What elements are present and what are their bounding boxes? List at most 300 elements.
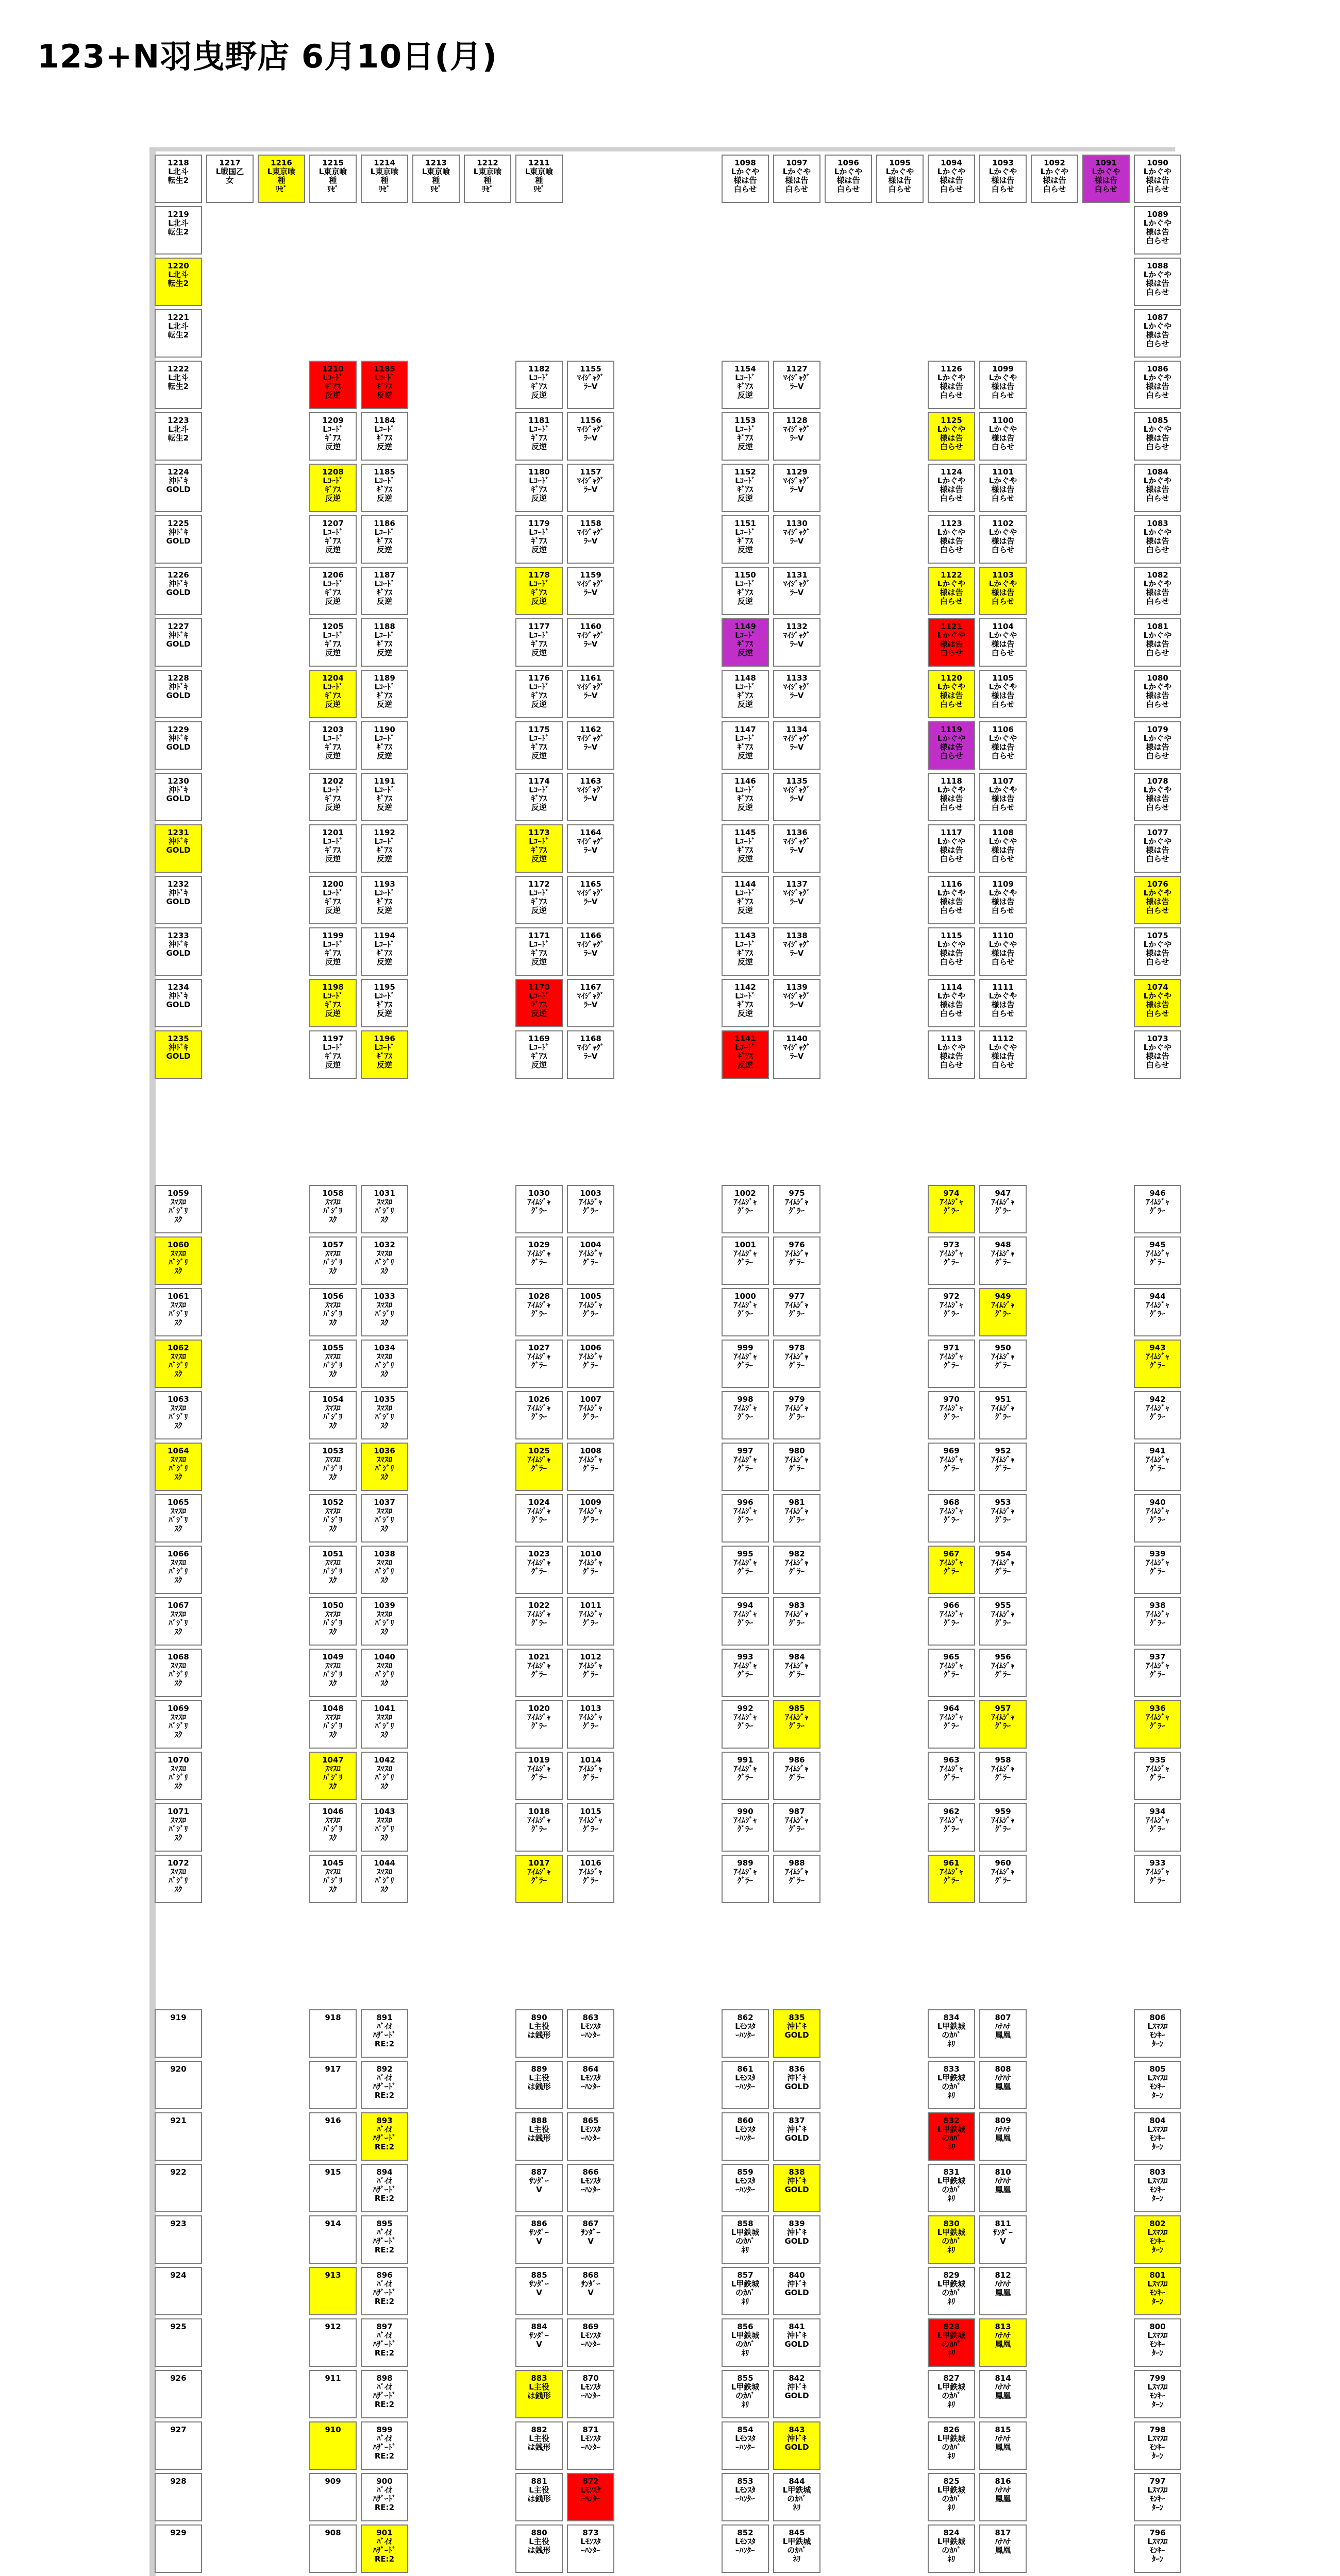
machine-name-line: Lｺｰﾄﾞ — [735, 991, 756, 1001]
machine-name-line: ｱｲﾑｼﾞｬ — [733, 1197, 757, 1207]
machine-name-line: ﾊﾞｼﾞﾘ — [169, 1618, 188, 1628]
machine-name-line: 様は告 — [1094, 176, 1118, 185]
machine-name-line: ｱｲﾑｼﾞｬ — [940, 1300, 963, 1310]
machine-number: 1065 — [167, 1498, 189, 1507]
machine-cell-859 — [722, 2164, 769, 2212]
machine-name-line: 様は告 — [1146, 176, 1169, 185]
machine-name-line: ｱｲﾑｼﾞｬ — [1146, 1300, 1169, 1310]
machine-name-line: ｸﾞﾗｰ — [1149, 1824, 1165, 1834]
machine-name-line: ｸﾞﾗｰ — [1149, 1258, 1165, 1267]
machine-cell-989 — [722, 1855, 769, 1903]
machine-name-line: 白らせ — [1146, 391, 1169, 400]
machine-name-line: Lｺｰﾄﾞ — [529, 734, 549, 743]
machine-number: 1151 — [734, 519, 756, 528]
machine-cell-1101 — [979, 464, 1027, 512]
machine-name-line: は銭形 — [527, 2494, 551, 2503]
machine-cell-1173 — [515, 824, 563, 873]
machine-name-line: Lかぐや — [989, 579, 1017, 588]
machine-name-line: のｶﾊﾞ — [787, 2494, 807, 2503]
machine-cell-929 — [155, 2524, 202, 2573]
machine-cell-970 — [928, 1391, 975, 1439]
machine-name-line: ｽﾏｽﾛ — [325, 1506, 341, 1516]
machine-cell-856 — [722, 2318, 769, 2367]
machine-cell-1214 — [361, 155, 408, 203]
machine-name-line: 様は告 — [1043, 176, 1066, 185]
machine-name-line: ｱｲﾑｼﾞｬ — [527, 1352, 551, 1361]
machine-name-line: 白らせ — [888, 184, 912, 194]
machine-cell-1172 — [515, 876, 563, 924]
machine-number: 1166 — [580, 931, 601, 940]
machine-number: 948 — [995, 1240, 1011, 1249]
machine-number: 1017 — [528, 1858, 550, 1868]
machine-name-line: ﾀｰﾝ — [1151, 2348, 1164, 2358]
machine-name-line: ｽﾏｽﾛ — [170, 1300, 186, 1310]
machine-number: 1222 — [167, 364, 189, 374]
machine-number: 922 — [170, 2167, 187, 2177]
machine-name-line: V — [536, 2288, 542, 2297]
machine-name-line: ﾓﾝｷｰ — [1149, 2443, 1165, 2452]
machine-cell-1092 — [1031, 155, 1078, 203]
machine-cell-1137 — [773, 876, 820, 924]
machine-number: 1076 — [1147, 879, 1168, 889]
machine-number: 869 — [582, 2322, 599, 2331]
machine-cell-1025 — [515, 1443, 563, 1491]
machine-cell-1011 — [567, 1597, 614, 1646]
machine-cell-814 — [979, 2370, 1027, 2418]
machine-name-line: ｷﾞｱｽ — [531, 1052, 547, 1061]
machine-cell-1123 — [928, 515, 975, 564]
machine-cell-1096 — [825, 155, 872, 203]
machine-number: 955 — [995, 1601, 1011, 1610]
machine-name-line: ｽｸ — [174, 1730, 182, 1739]
machine-name-line: ｽﾏｽﾛ — [170, 1403, 186, 1413]
machine-number: 865 — [582, 2116, 599, 2125]
machine-number: 863 — [582, 2013, 599, 2022]
machine-cell-1198 — [309, 979, 357, 1027]
machine-name-line: ｽｸ — [329, 1215, 337, 1224]
machine-number: 908 — [325, 2528, 341, 2537]
machine-name-line: ﾏｲｼﾞｬｸﾞ — [783, 579, 811, 588]
machine-number: 1225 — [167, 519, 189, 528]
machine-name-line: ﾗｰV — [583, 742, 598, 752]
machine-number: 1128 — [786, 416, 808, 425]
machine-name-line: ｸﾞﾗｰ — [943, 1618, 959, 1628]
machine-name-line: Lかぐや — [937, 785, 966, 794]
machine-name-line: ｻﾝﾀﾞｰ — [529, 2331, 549, 2340]
machine-name-line: ｽｸ — [380, 1833, 389, 1842]
machine-name-line: ｷﾞｱｽ — [531, 433, 547, 443]
machine-cell-1167 — [567, 979, 614, 1027]
machine-name-line: L主役 — [529, 2382, 549, 2392]
machine-number: 871 — [582, 2425, 599, 2434]
machine-number: 1140 — [786, 1034, 808, 1043]
machine-number: 1161 — [580, 673, 601, 683]
machine-number: 1077 — [1147, 828, 1168, 837]
machine-cell-1097 — [773, 155, 820, 203]
machine-name-line: ｸﾞﾗｰ — [943, 1258, 959, 1267]
machine-cell-1012 — [567, 1649, 614, 1697]
machine-cell-1234 — [155, 979, 202, 1027]
machine-name-line: GOLD — [784, 2288, 809, 2297]
machine-name-line: 白らせ — [991, 442, 1015, 451]
machine-name-line: ｽｸ — [329, 1730, 337, 1739]
machine-name-line: Lかぐや — [1143, 321, 1172, 331]
machine-name-line: Lかぐや — [937, 991, 966, 1001]
machine-number: 1119 — [941, 725, 962, 734]
machine-name-line: ﾊﾞｼﾞﾘ — [169, 1309, 188, 1318]
machine-cell-948 — [979, 1236, 1027, 1285]
machine-number: 1234 — [167, 982, 189, 992]
machine-name-line: 様は告 — [1146, 845, 1169, 855]
machine-name-line: ｸﾞﾗｰ — [995, 1412, 1011, 1421]
machine-name-line: ﾊｻﾞｰﾄﾞ — [373, 2030, 396, 2040]
machine-cell-1109 — [979, 876, 1027, 924]
machine-name-line: ｸﾞﾗｰ — [995, 1618, 1011, 1628]
machine-cell-881 — [515, 2473, 563, 2521]
machine-cell-1151 — [722, 515, 769, 564]
machine-cell-1035 — [361, 1391, 408, 1439]
machine-name-line: Lかぐや — [1143, 734, 1172, 743]
machine-name-line: ﾀｰﾝ — [1151, 2400, 1164, 2409]
machine-number: 1011 — [580, 1601, 601, 1610]
machine-name-line: 鳳凰 — [995, 2133, 1011, 2143]
machine-name-line: 白らせ — [940, 700, 963, 709]
machine-cell-842 — [773, 2370, 820, 2418]
machine-cell-949 — [979, 1288, 1027, 1336]
machine-cell-894 — [361, 2164, 408, 2212]
machine-cell-899 — [361, 2421, 408, 2470]
machine-name-line: 様は告 — [940, 588, 963, 597]
machine-cell-1127 — [773, 361, 820, 409]
machine-number: 857 — [737, 2270, 753, 2280]
machine-cell-926 — [155, 2370, 202, 2418]
machine-cell-1028 — [515, 1288, 563, 1336]
machine-number: 1191 — [374, 776, 395, 786]
machine-name-line: ｸﾞﾗｰ — [531, 1515, 547, 1524]
machine-number: 984 — [789, 1652, 805, 1662]
machine-name-line: ｱｲﾑｼﾞｬ — [1146, 1867, 1169, 1876]
machine-cell-991 — [722, 1752, 769, 1800]
machine-number: 889 — [531, 2064, 547, 2074]
machine-cell-825 — [928, 2473, 975, 2521]
machine-name-line: Lﾓﾝｽﾀ — [735, 2022, 756, 2031]
machine-cell-909 — [309, 2473, 357, 2521]
machine-name-line: 沖ﾄﾞｷ — [787, 2331, 807, 2340]
machine-name-line: ｱｲﾑｼﾞｬ — [1146, 1713, 1169, 1722]
machine-name-line: ｱｲﾑｼﾞｬ — [527, 1197, 551, 1207]
machine-name-line: 白らせ — [991, 184, 1015, 194]
machine-name-line: Lｽﾏｽﾛ — [1147, 2073, 1168, 2082]
machine-name-line: Lｽﾏｽﾛ — [1147, 2279, 1168, 2289]
machine-name-line: ﾓﾝｷｰ — [1149, 2236, 1165, 2246]
machine-cell-862 — [722, 2009, 769, 2058]
machine-cell-1159 — [567, 567, 614, 615]
machine-name-line: ﾊﾞｼﾞﾘ — [323, 1773, 343, 1782]
machine-cell-880 — [515, 2524, 563, 2573]
machine-name-line: ｷﾞｱｽ — [325, 433, 341, 443]
machine-name-line: 白らせ — [836, 184, 860, 194]
machine-number: 1088 — [1147, 261, 1168, 270]
machine-cell-807 — [979, 2009, 1027, 2058]
machine-name-line: ｱｲﾑｼﾞｬ — [940, 1249, 963, 1258]
machine-name-line: 白らせ — [940, 391, 963, 400]
machine-name-line: L北斗 — [168, 425, 189, 434]
machine-name-line: ｽｸ — [174, 1215, 182, 1224]
machine-name-line: ﾊﾞｼﾞﾘ — [375, 1412, 394, 1421]
machine-name-line: 反逆 — [325, 1009, 341, 1018]
machine-name-line: ｽﾏｽﾛ — [170, 1506, 186, 1516]
machine-name-line: 沖ﾄﾞｷ — [169, 631, 188, 640]
machine-number: 1178 — [528, 570, 550, 580]
machine-cell-1224 — [155, 464, 202, 512]
machine-name-line: ｱｲﾑｼﾞｬ — [733, 1249, 757, 1258]
machine-number: 1079 — [1147, 725, 1168, 734]
machine-cell-1063 — [155, 1391, 202, 1439]
machine-name-line: 反逆 — [737, 391, 753, 400]
machine-name-line: ﾈﾘ — [793, 2554, 801, 2564]
machine-cell-1128 — [773, 412, 820, 461]
machine-name-line: V — [536, 2340, 542, 2349]
machine-name-line: 白らせ — [940, 494, 963, 503]
machine-number: 1157 — [580, 467, 601, 477]
machine-cell-1222 — [155, 361, 202, 409]
machine-number: 1220 — [167, 261, 189, 270]
machine-name-line: L東京喰 — [422, 167, 450, 176]
machine-number: 945 — [1149, 1240, 1166, 1249]
machine-name-line: ﾗｰV — [790, 897, 804, 906]
machine-name-line: ﾊﾞｼﾞﾘ — [169, 1515, 188, 1524]
machine-number: 1186 — [374, 519, 395, 528]
machine-cell-916 — [309, 2112, 357, 2161]
machine-name-line: ｽｸ — [380, 1369, 389, 1379]
machine-name-line: ﾊﾅﾊﾅ — [995, 2485, 1011, 2495]
machine-name-line: 様は告 — [991, 1000, 1015, 1009]
machine-number: 990 — [737, 1807, 753, 1816]
machine-cell-1156 — [567, 412, 614, 461]
machine-name-line: ｸﾞﾗｰ — [531, 1412, 547, 1421]
machine-name-line: ﾓﾝｷｰ — [1149, 2133, 1165, 2143]
machine-number: 1026 — [528, 1395, 550, 1404]
machine-name-line: ｽｸ — [174, 1421, 182, 1430]
machine-number: 939 — [1149, 1549, 1166, 1558]
machine-number: 838 — [789, 2167, 805, 2177]
machine-name-line: 反逆 — [376, 1060, 392, 1070]
machine-number: 956 — [995, 1652, 1011, 1662]
machine-cell-1047 — [309, 1752, 357, 1800]
machine-name-line: 白らせ — [991, 494, 1015, 503]
machine-number: 1224 — [167, 467, 189, 477]
machine-name-line: GOLD — [784, 2082, 809, 2091]
machine-name-line: ｸﾞﾗｰ — [995, 1258, 1011, 1267]
machine-number: 1085 — [1147, 416, 1168, 425]
machine-name-line: ｸﾞﾗｰ — [1149, 1361, 1165, 1370]
machine-cell-1203 — [309, 721, 357, 770]
machine-number: 1121 — [941, 622, 962, 631]
machine-number: 1155 — [580, 364, 601, 374]
machine-number: 1006 — [580, 1343, 601, 1352]
machine-name-line: ｸﾞﾗｰ — [737, 1567, 753, 1576]
machine-name-line: ﾈﾘ — [947, 2142, 956, 2151]
machine-name-line: 反逆 — [325, 751, 341, 760]
machine-name-line: ｽｸ — [380, 1215, 389, 1224]
machine-cell-834 — [928, 2009, 975, 2058]
machine-name-line: ｸﾞﾗｰ — [789, 1824, 805, 1834]
machine-cell-1002 — [722, 1185, 769, 1233]
machine-name-line: 反逆 — [737, 597, 753, 606]
machine-name-line: ﾗｰV — [583, 588, 598, 597]
machine-name-line: 転生2 — [167, 433, 189, 443]
machine-name-line: ｸﾞﾗｰ — [531, 1567, 547, 1576]
machine-cell-985 — [773, 1700, 820, 1749]
machine-name-line: 白らせ — [991, 545, 1015, 554]
machine-name-line: ｱｲﾑｼﾞｬ — [940, 1558, 963, 1567]
machine-cell-1205 — [309, 618, 357, 667]
machine-cell-1003 — [567, 1185, 614, 1233]
machine-name-line: ﾗｰV — [790, 536, 804, 546]
machine-name-line: ｸﾞﾗｰ — [582, 1773, 598, 1782]
machine-number: 811 — [995, 2219, 1011, 2228]
machine-name-line: ｸﾞﾗｰ — [582, 1567, 598, 1576]
machine-cell-845 — [773, 2524, 820, 2573]
machine-number: 1049 — [322, 1652, 344, 1662]
machine-name-line: 反逆 — [737, 906, 753, 915]
machine-cell-992 — [722, 1700, 769, 1749]
machine-name-line: ｽﾏｽﾛ — [325, 1661, 341, 1670]
machine-name-line: ﾊﾞｼﾞﾘ — [323, 1721, 343, 1731]
machine-cell-937 — [1134, 1649, 1181, 1697]
machine-number: 1112 — [992, 1034, 1014, 1043]
machine-name-line: ｽｸ — [329, 1472, 337, 1482]
machine-name-line: ｸﾞﾗｰ — [1149, 1206, 1165, 1215]
machine-name-line: L甲鉄城 — [937, 2537, 966, 2546]
machine-name-line: ﾊｻﾞｰﾄﾞ — [373, 2546, 396, 2555]
machine-number: 1114 — [941, 982, 962, 992]
machine-cell-1212 — [464, 155, 511, 203]
machine-name-line: ｱｲﾑｼﾞｬ — [991, 1352, 1015, 1361]
machine-name-line: ﾊﾞｼﾞﾘ — [323, 1309, 343, 1318]
machine-cell-1001 — [722, 1236, 769, 1285]
machine-name-line: ﾊﾞｼﾞﾘ — [169, 1773, 188, 1782]
machine-cell-911 — [309, 2370, 357, 2418]
machine-number: 964 — [943, 1704, 960, 1713]
machine-cell-1215 — [309, 155, 357, 203]
machine-cell-1201 — [309, 824, 357, 873]
machine-name-line: ﾗｰV — [583, 1000, 598, 1009]
machine-name-line: ﾏｲｼﾞｬｸﾞ — [577, 940, 605, 949]
machine-number: 1094 — [941, 158, 962, 167]
machine-number: 860 — [737, 2116, 753, 2125]
machine-cell-1056 — [309, 1288, 357, 1336]
machine-number: 1020 — [528, 1704, 550, 1713]
machine-name-line: ﾀｰﾝ — [1151, 2297, 1164, 2306]
machine-name-line: ｸﾞﾗｰ — [789, 1412, 805, 1421]
machine-name-line: ﾊﾞｼﾞﾘ — [169, 1721, 188, 1731]
machine-cell-870 — [567, 2370, 614, 2418]
machine-number: 1074 — [1147, 982, 1168, 992]
machine-number: 872 — [582, 2477, 599, 2486]
machine-name-line: ｸﾞﾗｰ — [531, 1670, 547, 1679]
machine-name-line: 沖ﾄﾞｷ — [787, 2228, 807, 2237]
machine-number: 1170 — [528, 982, 550, 992]
machine-name-line: GOLD — [784, 2391, 809, 2400]
machine-cell-1192 — [361, 824, 408, 873]
machine-name-line: ｷﾞｱｽ — [737, 536, 753, 546]
machine-name-line: ｽｸ — [329, 1782, 337, 1791]
machine-cell-990 — [722, 1803, 769, 1852]
machine-cell-803 — [1134, 2164, 1181, 2212]
machine-name-line: ｽｸ — [174, 1575, 182, 1585]
machine-number: 1180 — [528, 467, 550, 477]
machine-cell-1066 — [155, 1546, 202, 1594]
machine-name-line: 様は告 — [940, 639, 963, 649]
machine-name-line: ｱｲﾑｼﾞｬ — [579, 1300, 602, 1310]
machine-number: 1169 — [528, 1034, 550, 1043]
machine-number: 834 — [943, 2013, 960, 2022]
machine-name-line: ｱｲﾑｼﾞｬ — [1146, 1197, 1169, 1207]
machine-number: 937 — [1149, 1652, 1166, 1662]
machine-name-line: Lかぐや — [937, 1043, 966, 1052]
machine-name-line: ﾘｾﾞ — [275, 184, 288, 194]
machine-name-line: ﾗｰV — [583, 794, 598, 803]
machine-cell-1008 — [567, 1443, 614, 1491]
machine-cell-810 — [979, 2164, 1027, 2212]
machine-name-line: ｸﾞﾗｰ — [582, 1206, 598, 1215]
machine-name-line: ｷﾞｱｽ — [376, 691, 392, 700]
machine-cell-1177 — [515, 618, 563, 667]
machine-name-line: Lｽﾏｽﾛ — [1147, 2228, 1168, 2237]
machine-number: 1111 — [992, 982, 1014, 992]
machine-name-line: Lかぐや — [989, 167, 1017, 176]
machine-cell-1083 — [1134, 515, 1181, 564]
machine-cell-1058 — [309, 1185, 357, 1233]
machine-cell-1018 — [515, 1803, 563, 1852]
machine-number: 1173 — [528, 828, 550, 837]
machine-name-line: Lｺｰﾄﾞ — [529, 425, 549, 434]
machine-cell-919 — [155, 2009, 202, 2058]
machine-cell-1216 — [258, 155, 305, 203]
machine-name-line: Lかぐや — [989, 991, 1017, 1001]
machine-name-line: 沖ﾄﾞｷ — [169, 734, 188, 743]
machine-name-line: ｱｲﾑｼﾞｬ — [991, 1197, 1015, 1207]
machine-name-line: ｸﾞﾗｰ — [995, 1721, 1011, 1731]
machine-name-line: ｷﾞｱｽ — [325, 845, 341, 855]
machine-number: 1206 — [322, 570, 344, 580]
machine-name-line: 白らせ — [1146, 184, 1169, 194]
machine-name-line: 白らせ — [940, 751, 963, 760]
machine-number: 985 — [789, 1704, 805, 1713]
machine-number: 962 — [943, 1807, 960, 1816]
machine-name-line: ﾘｾﾞ — [533, 184, 545, 194]
machine-name-line: ﾊﾞｼﾞﾘ — [375, 1309, 394, 1318]
machine-name-line: Lかぐや — [937, 425, 966, 434]
machine-number: 1176 — [528, 673, 550, 683]
machine-name-line: 白らせ — [991, 803, 1015, 812]
machine-name-line: ｽｸ — [380, 1318, 389, 1327]
machine-cell-1061 — [155, 1288, 202, 1336]
machine-name-line: ﾊﾞｲｵ — [376, 2279, 392, 2289]
machine-name-line: 反逆 — [531, 854, 547, 863]
machine-name-line: Lかぐや — [937, 476, 966, 485]
machine-name-line: GOLD — [784, 2443, 809, 2452]
machine-name-line: Lｺｰﾄﾞ — [323, 682, 343, 691]
machine-name-line: ﾏｲｼﾞｬｸﾞ — [577, 1043, 605, 1052]
machine-cell-799 — [1134, 2370, 1181, 2418]
machine-number: 839 — [789, 2219, 805, 2228]
machine-cell-826 — [928, 2421, 975, 2470]
machine-name-line: 白らせ — [940, 545, 963, 554]
machine-name-line: Lｺｰﾄﾞ — [374, 476, 395, 485]
machine-name-line: ｷﾞｱｽ — [737, 639, 753, 649]
